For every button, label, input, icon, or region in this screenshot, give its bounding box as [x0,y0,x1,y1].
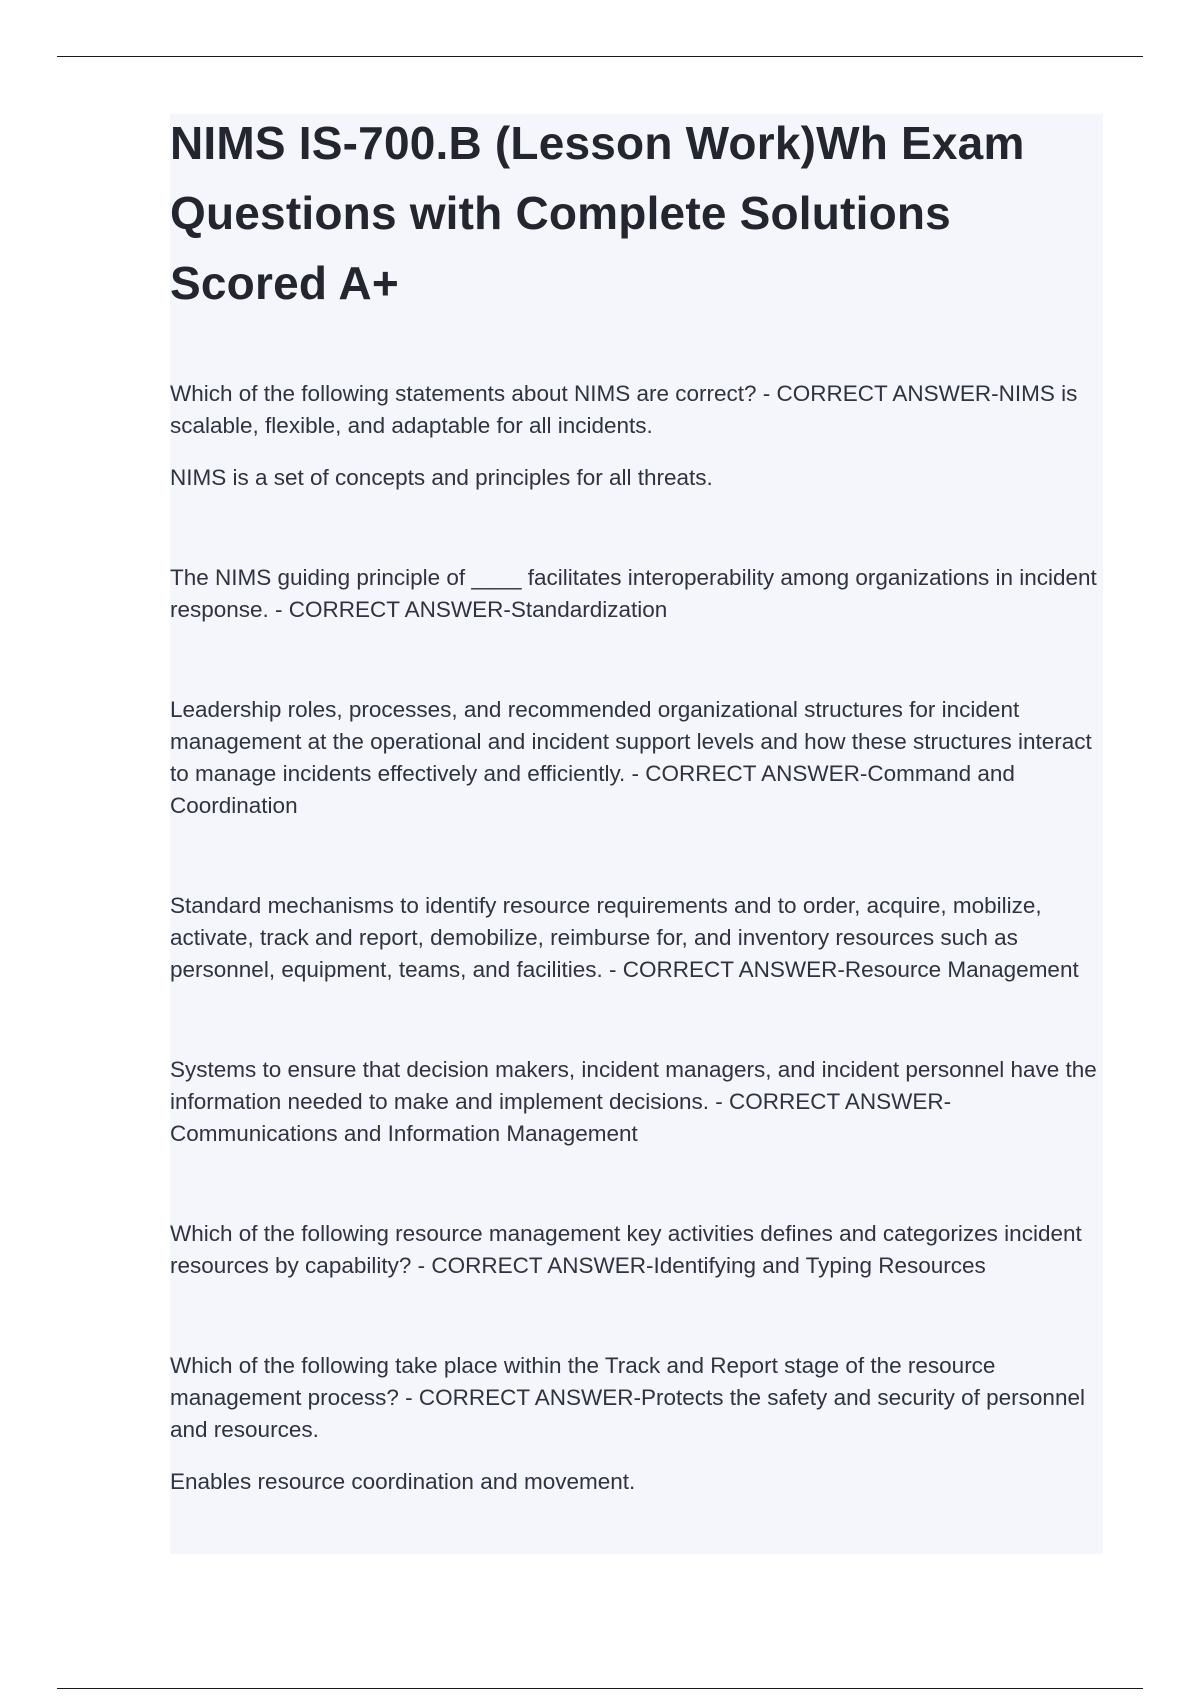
qa-entry-text: Standard mechanisms to identify resource requirements and to order, acquire, mobilize, activate, track and report, demobilize, reimburse for, and inventory resources such as personnel, equipment, teams, and facilities. - CORRECT ANSWER-Resource Management [170,893,1079,982]
qa-entry-text: Which of the following take place within the Track and Report stage of the resource management process? - CORRECT ANSWER-Protects the safety and security of personnel and resources. [170,1353,1085,1442]
qa-entry-text: Leadership roles, processes, and recommended organizational structures for incident management at the operational and incident support levels and how these structures interact to manage incidents effectively and efficiently. - CORRECT ANSWER-Command and Coordination [170,697,1092,818]
document-content [170,108,1110,1498]
qa-entry-2 [170,562,1110,626]
qa-list [170,378,1110,1498]
qa-entry-extra: NIMS is a set of concepts and principles for all threats. [170,465,713,490]
qa-entry-text: Which of the following statements about NIMS are correct? - CORRECT ANSWER-NIMS is scalable, flexible, and adaptable for all incidents. [170,381,1078,438]
qa-entry-6 [170,1218,1110,1282]
page-bottom-rule [57,1688,1143,1689]
qa-entry-4 [170,890,1110,986]
qa-entry-extra: Enables resource coordination and movement. [170,1469,636,1494]
qa-entry-5 [170,1054,1110,1150]
qa-entry-7 [170,1350,1110,1498]
page-top-rule [57,56,1143,57]
qa-entry-text: Systems to ensure that decision makers, incident managers, and incident personnel have the information needed to make and implement decisions. - CORRECT ANSWER-Communications and Information Management [170,1057,1097,1146]
qa-entry-3 [170,694,1110,822]
document-title: NIMS IS-700.B (Lesson Work)Wh Exam Questions with Complete Solutions Scored A+ [170,117,1025,309]
qa-entry-text: Which of the following resource management key activities defines and categorizes incident resources by capability? - CORRECT ANSWER-Identifying and Typing Resources [170,1221,1082,1278]
qa-entry-1 [170,378,1110,494]
qa-entry-text: The NIMS guiding principle of ____ facilitates interoperability among organizations in incident response. - CORRECT ANSWER-Standardization [170,565,1097,622]
